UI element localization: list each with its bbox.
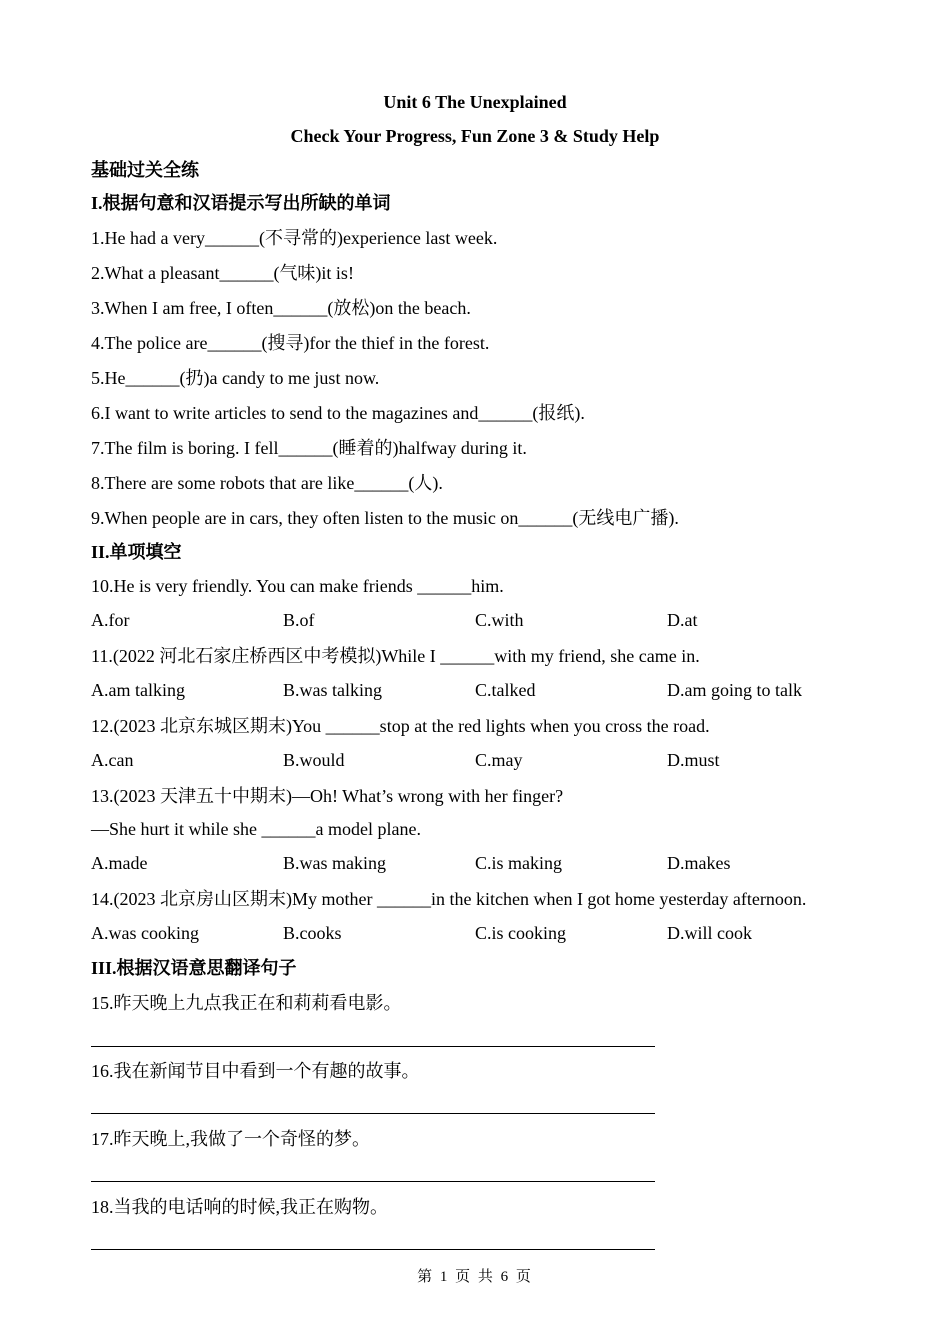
question-2: 2.What a pleasant______(气味)it is! [91,263,354,283]
option-11-d: D.am going to talk [667,680,802,700]
section3-heading: III.根据汉语意思翻译句子 [91,958,297,978]
document-subtitle: Check Your Progress, Fun Zone 3 & Study Help [290,126,660,146]
option-14-d: D.will cook [667,923,752,943]
option-13-c: C.is making [475,853,563,873]
question-1: 1.He had a very______(不寻常的)experience last week. [91,228,498,248]
section1-heading: I.根据句意和汉语提示写出所缺的单词 [91,193,391,213]
question-12: 12.(2023 北京东城区期末)You ______stop at the red lights when you cross the road. [91,716,710,736]
document-title: Unit 6 The Unexplained [383,92,567,112]
question-9: 9.When people are in cars, they often listen to the music on______(无线电广播). [91,508,679,528]
option-12-c: C.may [475,750,523,770]
option-11-a: A.am talking [91,680,185,700]
option-12-a: A.can [91,750,134,770]
option-11-b: B.was talking [283,680,382,700]
option-10-a: A.for [91,610,130,630]
option-14-c: C.is cooking [475,923,567,943]
question-14: 14.(2023 北京房山区期末)My mother ______in the kitchen when I got home yesterday afternoon. [91,889,807,909]
section-main-heading: 基础过关全练 [91,160,199,180]
page-number-footer: 第 1 页 共 6 页 [417,1269,533,1285]
question-4: 4.The police are______(搜寻)for the thief in the forest. [91,333,490,353]
option-12-b: B.would [283,750,345,770]
answer-line-17 [91,1181,655,1182]
question-7: 7.The film is boring. I fell______(睡着的)halfway during it. [91,438,527,458]
question-13-line2: —She hurt it while she ______a model plane. [91,819,421,839]
option-14-b: B.cooks [283,923,342,943]
question-11: 11.(2022 河北石家庄桥西区中考模拟)While I ______with my friend, she came in. [91,646,700,666]
question-17: 17.昨天晚上,我做了一个奇怪的梦。 [91,1129,370,1149]
option-10-b: B.of [283,610,315,630]
answer-line-18 [91,1249,655,1250]
option-12-d: D.must [667,750,720,770]
option-11-c: C.talked [475,680,536,700]
option-13-a: A.made [91,853,148,873]
question-6: 6.I want to write articles to send to the magazines and______(报纸). [91,403,585,423]
question-16: 16.我在新闻节目中看到一个有趣的故事。 [91,1061,420,1081]
question-15: 15.昨天晚上九点我正在和莉莉看电影。 [91,993,402,1013]
option-10-c: C.with [475,610,524,630]
question-10: 10.He is very friendly. You can make friends ______him. [91,576,504,596]
option-14-a: A.was cooking [91,923,199,943]
question-18: 18.当我的电话响的时候,我正在购物。 [91,1197,388,1217]
option-10-d: D.at [667,610,698,630]
section2-heading: II.单项填空 [91,542,182,562]
answer-line-16 [91,1113,655,1114]
answer-line-15 [91,1046,655,1047]
option-13-b: B.was making [283,853,386,873]
question-5: 5.He______(扔)a candy to me just now. [91,368,380,388]
question-8: 8.There are some robots that are like______(人). [91,473,443,493]
question-13: 13.(2023 天津五十中期末)—Oh! What’s wrong with her finger? [91,786,564,806]
option-13-d: D.makes [667,853,731,873]
question-3: 3.When I am free, I often______(放松)on the beach. [91,298,471,318]
